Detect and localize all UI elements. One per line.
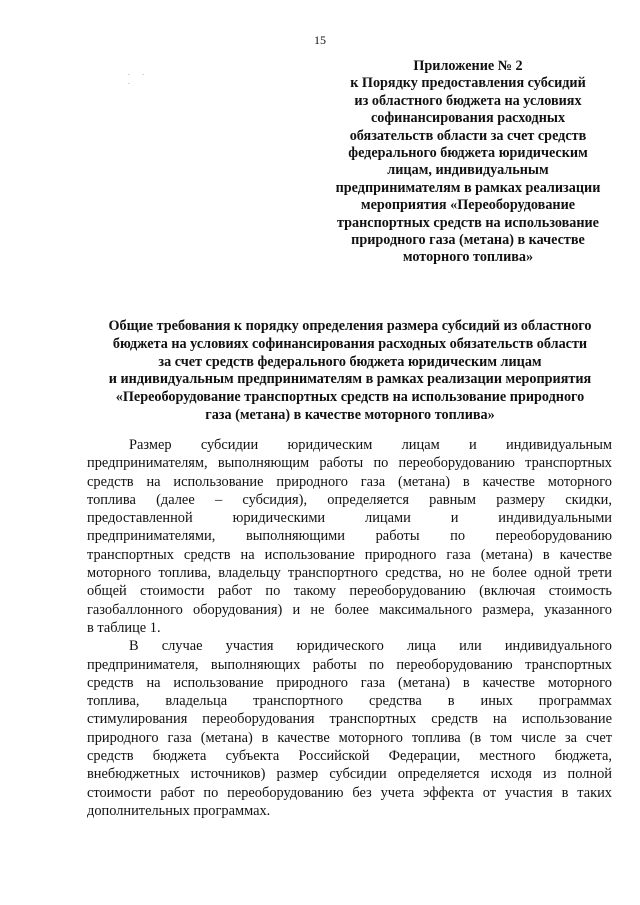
appendix-line: из областного бюджета на условиях	[354, 92, 582, 109]
body-line: средств на использование природного газа (метана) в качестве моторного	[87, 674, 612, 691]
appendix-line: транспортных средств на использование	[337, 214, 599, 231]
appendix-line: софинансирования расходных	[370, 110, 566, 127]
title-line: Общие требования к порядку определения размера субсидий из областного	[108, 318, 592, 334]
body-line: предоставленной юридическими лицами и индивидуальными	[87, 510, 612, 527]
title-line: газа (метана) в качестве моторного топлива»	[205, 406, 495, 423]
title-line: бюджета на условиях софинансирования расходных обязательств области	[112, 335, 588, 352]
body-line: в таблице 1.	[87, 619, 161, 636]
page-number: 15	[314, 33, 326, 47]
appendix-line: лицам, индивидуальным	[387, 162, 549, 179]
body-line: топлива, владельца транспортного средства в иных программах	[87, 693, 612, 710]
appendix-line: природного газа (метана) в качестве	[351, 232, 585, 249]
body-line: средств бюджета субъекта Российской Федерации, местного бюджета,	[87, 748, 612, 765]
body-line: Размер субсидии юридическим лицам и индивидуальным	[129, 437, 612, 453]
appendix-line: обязательств области за счет средств	[349, 127, 587, 144]
title-line: за счет средств федерального бюджета юридическим лицам	[158, 353, 542, 370]
appendix-line: к Порядку предоставления субсидий	[350, 75, 586, 92]
body-line: предпринимателями, выполняющими работы по переоборудованию	[87, 528, 612, 545]
body-line: газобаллонного оборудования) и не более максимального размера, указанного	[87, 601, 612, 618]
body-line: топлива (далее – субсидия), определяется равным размеру скидки,	[87, 491, 612, 508]
appendix-line: федерального бюджета юридическим	[348, 145, 588, 162]
body-line: транспортных средств на использование природного газа (метана) в качестве	[87, 546, 612, 563]
body-line: В случае участия юридического лица или индивидуального	[129, 638, 612, 655]
body-line: дополнительных программах.	[87, 802, 271, 819]
body-line: стоимости работ по переоборудованию без учета эффекта от участия в таких	[87, 784, 612, 801]
body-line: общей стоимости работ по такому переоборудованию (включая стоимость	[87, 583, 612, 600]
body-line: стимулирования переоборудования транспортных средств на использование	[87, 711, 612, 728]
body-line: предпринимателя, выполняющих работы по переоборудованию транспортных	[87, 656, 612, 673]
paragraph-2	[87, 637, 612, 820]
appendix-line: мероприятия «Переоборудование	[360, 197, 576, 214]
paragraph-1	[87, 436, 612, 637]
appendix-line: Приложение № 2	[413, 58, 523, 74]
body-line: моторного топлива, владельцу транспортного средства, но не более одной трети	[87, 565, 612, 582]
document-body	[87, 436, 612, 820]
body-line: средств на использование природного газа (метана) в качестве моторного	[87, 473, 612, 490]
title-line: и индивидуальным предпринимателям в рамках реализации мероприятия	[108, 371, 592, 388]
document-title	[70, 318, 630, 425]
scan-artifact: . . .	[128, 68, 149, 86]
body-line: предпринимателям, выполняющим работы по переоборудованию транспортных	[87, 455, 612, 472]
appendix-line: моторного топлива»	[402, 249, 534, 266]
title-line: «Переоборудование транспортных средств на использование природного	[115, 389, 585, 406]
body-line: внебюджетных источников) размер субсидии определяется исходя из полной	[87, 766, 612, 783]
appendix-header	[318, 58, 618, 267]
appendix-line: предпринимателям в рамках реализации	[335, 179, 601, 196]
body-line: природного газа (метана) в качестве моторного топлива (в том числе за счет	[87, 729, 612, 746]
